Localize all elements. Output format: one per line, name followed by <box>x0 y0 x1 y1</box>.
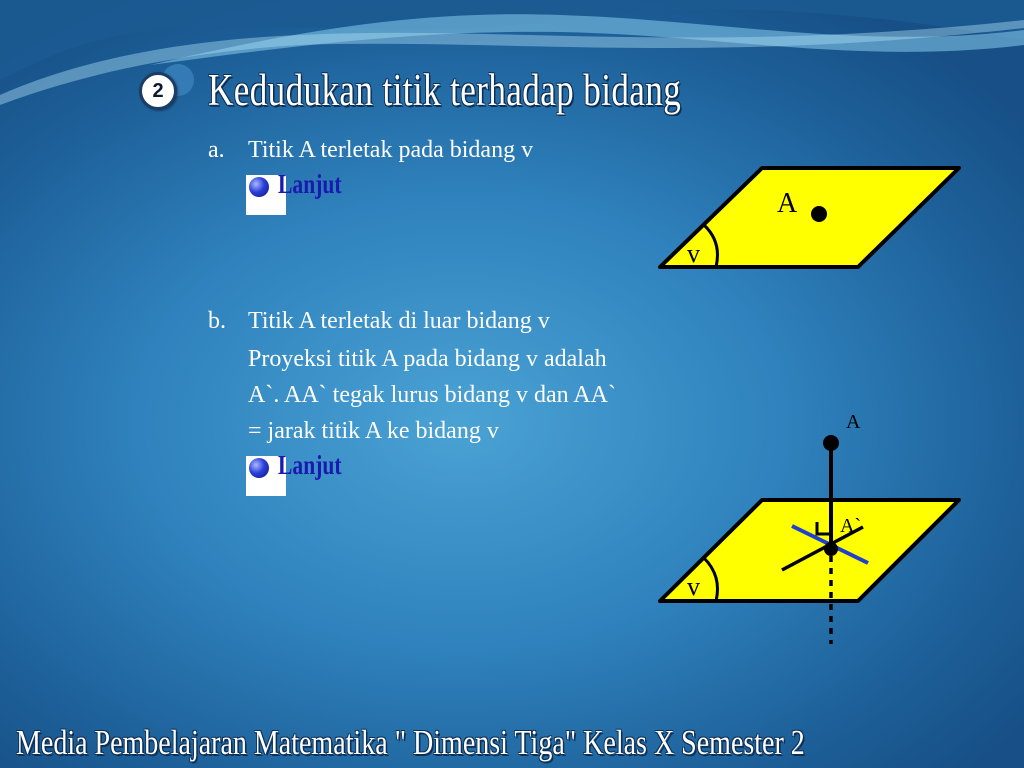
item-b-line-2: Proyeksi titik A pada bidang v adalah <box>248 346 607 372</box>
item-b-line-3: A`. AA` tegak lurus bidang v dan AA` <box>248 382 616 408</box>
blue-sphere-icon <box>249 458 269 478</box>
lanjut-button-b[interactable] <box>246 450 342 496</box>
plane-label-top: v <box>687 239 700 268</box>
point-label-bottom: A <box>846 411 861 433</box>
lanjut-button-a[interactable] <box>246 169 342 215</box>
point-label-top: A <box>777 188 798 219</box>
blue-sphere-icon <box>249 177 269 197</box>
item-a-marker: a. <box>208 137 225 163</box>
lanjut-button-b-background <box>246 450 342 496</box>
diagram-point-outside-plane <box>660 411 959 644</box>
projection-label: A` <box>840 515 862 537</box>
item-b-line-1: Titik A terletak di luar bidang v <box>248 308 550 334</box>
plane-diagrams <box>650 150 1020 650</box>
diagram-point-on-plane <box>660 168 959 268</box>
lanjut-button-b-label: Lanjut <box>278 450 342 480</box>
point-a-prime <box>824 542 838 556</box>
item-b-line-4: = jarak titik A ke bidang v <box>248 418 499 444</box>
plane-label-bottom: v <box>687 572 700 601</box>
point-a-bottom <box>823 435 839 451</box>
slide-title: Kedudukan titik terhadap bidang <box>208 65 682 115</box>
plane-v-bottom <box>660 500 959 601</box>
point-a-top <box>811 206 827 222</box>
lanjut-button-a-label: Lanjut <box>278 169 342 199</box>
slide-number-badge: 2 <box>139 72 177 110</box>
plane-v-top <box>660 168 959 267</box>
lanjut-button-a-background <box>246 169 342 215</box>
slide-footer: Media Pembelajaran Matematika " Dimensi Tiga" Kelas X Semester 2 <box>16 723 805 762</box>
item-a-line-1: Titik A terletak pada bidang v <box>248 137 534 163</box>
item-b-marker: b. <box>208 308 226 334</box>
